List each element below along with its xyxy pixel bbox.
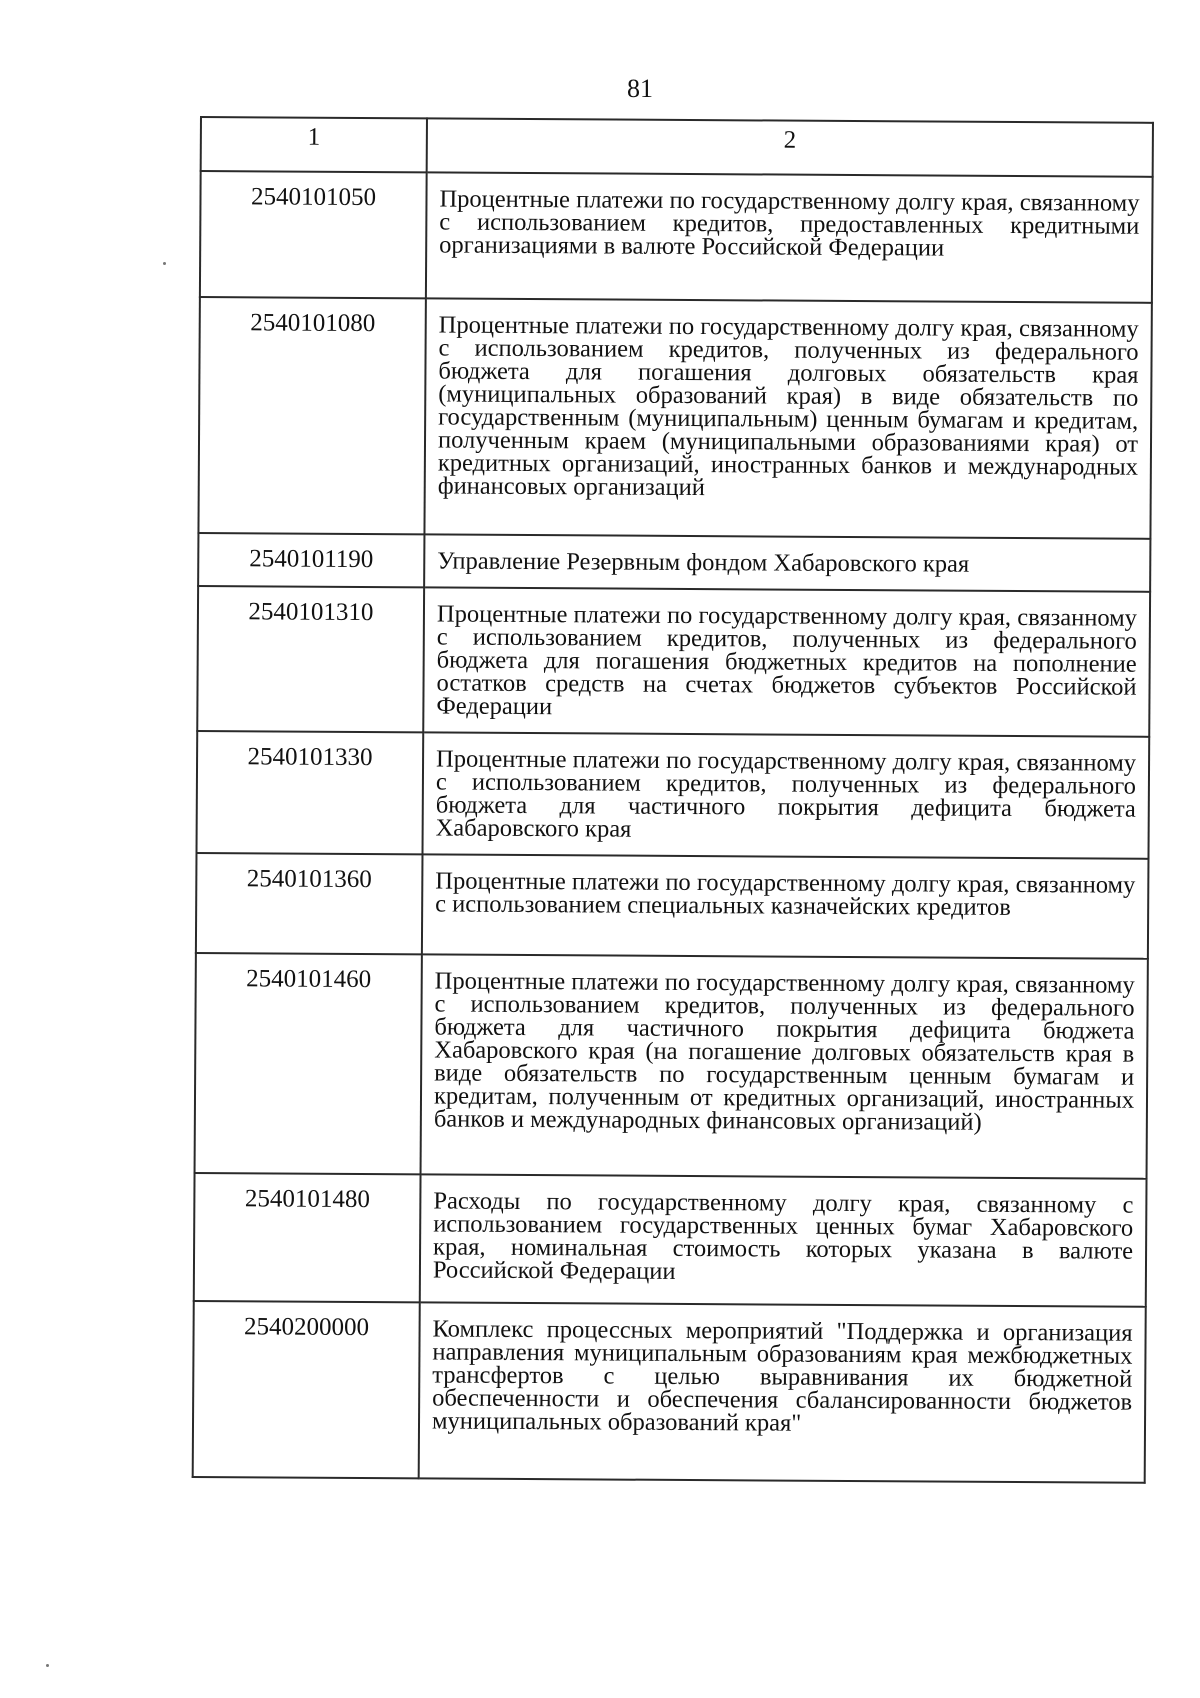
row-description: Процентные платежи по государственному долгу края, связанному с использованием кредитов, полученных из федерального бюджета для частичного покрытия дефицита бюджета Хабаровского края (на погашение долговых обязательств края в виде обязательств по государственным ценным бумагам и кредитам, полученным от кредитных организаций, иностранных банков и международных финансовых организаций) bbox=[421, 954, 1148, 1178]
row-code: 2540200000 bbox=[193, 1301, 420, 1478]
column-header-1: 1 bbox=[201, 117, 427, 172]
table-row bbox=[194, 1173, 1147, 1307]
row-description: Комплекс процессных мероприятий "Поддержка и организация направления муниципальным образованиям края межбюджетных трансфертов с целью выравнивания их бюджетной обеспеченности и обеспечения сбалансированности бюджетов муниципальных образований края" bbox=[419, 1302, 1146, 1482]
column-header-2: 2 bbox=[427, 118, 1153, 176]
row-description: Процентные платежи по государственному долгу края, связанному с использованием специальных казначейских кредитов bbox=[422, 854, 1149, 958]
row-code: 2540101360 bbox=[196, 853, 423, 954]
row-description: Процентные платежи по государственному долгу края, связанному с использованием кредитов, полученных из федерального бюджета для частичного покрытия дефицита бюджета Хабаровского края bbox=[422, 732, 1149, 858]
row-description: Процентные платежи по государственному долгу края, связанному с использованием кредитов, полученных из федерального бюджета для погашения бюджетных кредитов на пополнение остатков средств на счетах бюджетов субъектов Российской Федерации bbox=[423, 587, 1150, 736]
table-header-row bbox=[201, 117, 1153, 177]
row-code: 2540101330 bbox=[196, 731, 423, 854]
row-description: Управление Резервным фондом Хабаровского края bbox=[424, 534, 1150, 591]
budget-classification-table bbox=[192, 116, 1154, 1484]
table-row bbox=[200, 171, 1153, 303]
table-row bbox=[198, 533, 1150, 592]
row-code: 2540101190 bbox=[198, 533, 424, 587]
scan-speck bbox=[46, 1664, 49, 1667]
row-code: 2540101460 bbox=[195, 953, 422, 1174]
row-description: Процентные платежи по государственному долгу края, связанному с использованием кредитов, полученных из федерального бюджета для погашения долговых обязательств края (муниципальных образований края) в виде обязательств по государственным (муниципальным) ценным бумагам и кредитам, полученным краем (муниципальными образованиями края) от кредитных организаций, иностранных банков и международных финансовых организаций bbox=[424, 298, 1151, 538]
table-row bbox=[197, 586, 1150, 737]
table-row bbox=[196, 731, 1149, 859]
table-row bbox=[195, 953, 1148, 1179]
table-row bbox=[193, 1301, 1146, 1483]
row-code: 2540101080 bbox=[198, 297, 425, 534]
row-code: 2540101480 bbox=[194, 1173, 421, 1302]
scan-speck bbox=[163, 262, 166, 265]
page-number: 81 bbox=[627, 74, 653, 103]
row-code: 2540101310 bbox=[197, 586, 424, 732]
table-row bbox=[196, 853, 1149, 959]
row-description: Расходы по государственному долгу края, связанному с использованием государственных ценных бумаг Хабаровского края, номинальная стоимость которых указана в валюте Российской Федерации bbox=[420, 1174, 1147, 1306]
row-code: 2540101050 bbox=[200, 171, 427, 298]
row-description: Процентные платежи по государственному долгу края, связанному с использованием кредитов, предоставленных кредитными организациями в валюте Российской Федерации bbox=[426, 172, 1153, 302]
table-row bbox=[198, 297, 1151, 539]
